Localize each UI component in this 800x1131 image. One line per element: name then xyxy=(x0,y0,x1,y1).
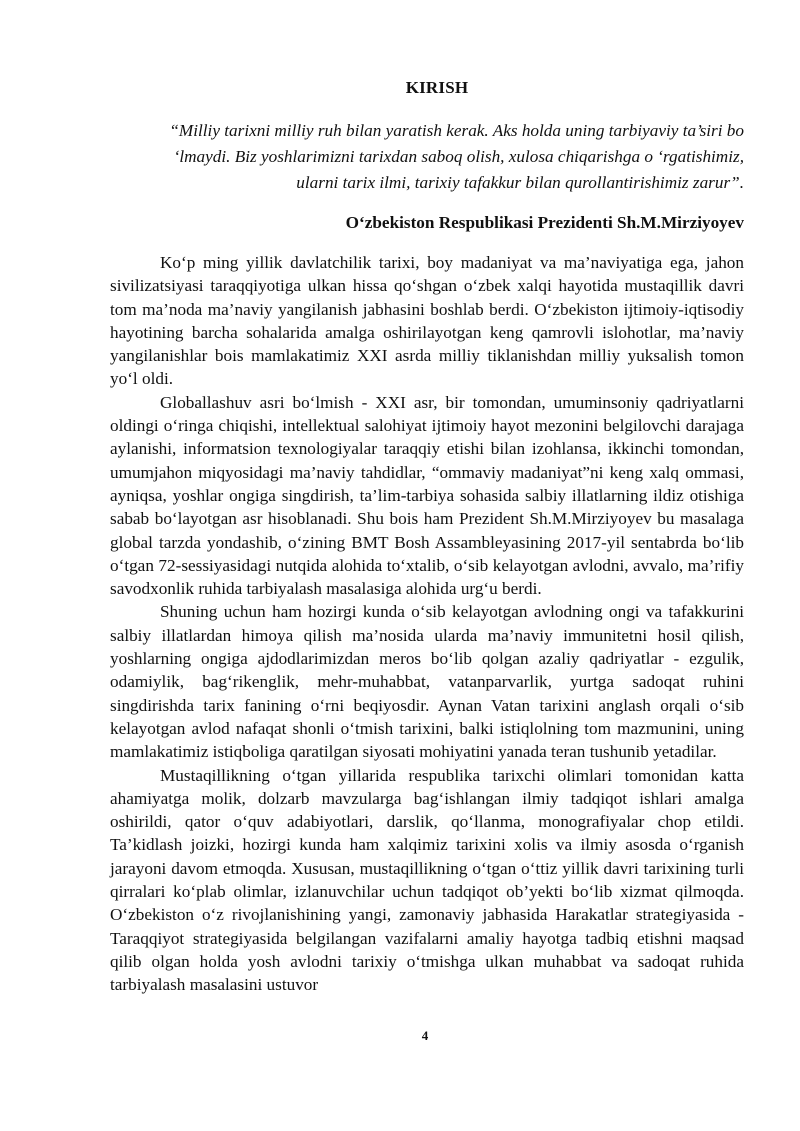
paragraph-4: Mustaqillikning o‘tgan yillarida respublika tarixchi olimlari tomonidan katta ahamiyatga molik, dolzarb mavzularga bag‘ishlangan ilmiy tadqiqot ishlari amalga oshirildi, qator o‘quv adabiyotlari, darslik, qo‘llanma, monografiyalar chop etildi. Ta’kidlash joizki, hozirgi kunda ham xalqimiz tarixini xolis va ilmiy asosda o‘rganish jarayoni davom etmoqda. Xususan, mustaqillikning o‘tgan o‘ttiz yillik davri tarixining turli qirralari ko‘plab olimlar, izlanuvchilar uchun tadqiqot ob’yekti bo‘lib xizmat qilmoqda. O‘zbekiston o‘z rivojlanishining yangi, zamonaviy jabhasida Harakatlar strategiyasida - Taraqqiyot strategiyasida belgilangan vazifalarni amaliy hayotga tadbiq etishni maqsad qilib olgan holda yosh avlodni tarixiy o‘tmishga ulkan muhabbat va sadoqat ruhida tarbiyalash masalasini ustuvor xyxy=(110,765,744,995)
section-heading: KIRISH xyxy=(405,78,469,97)
paragraph-1: Ko‘p ming yillik davlatchilik tarixi, boy madaniyat va ma’naviyatiga ega, jahon sivilizatsiyasi taraqqiyotiga ulkan hissa qo‘shgan o‘zbek xalqi hayotida mustaqillik davri tom ma’noda ma’naviy yangilanish jabhasini boshlab berdi. O‘zbekiston ijtimoiy-iqtisodiy hayotining barcha sohalarida amalga oshirilayotgan keng qamrovli islohotlar, ma’naviy yangilanishlar bois mamlakatimiz XXI asrda milliy tiklanishdan milliy yuksalish tomon yo‘l oldi. xyxy=(110,253,744,389)
paragraph-3: Shuning uchun ham hozirgi kunda o‘sib kelayotgan avlodning ongi va tafakkurini salbiy illatlardan himoya qilish ma’nosida ularda ma’naviy immunitetni hosil qilish, yoshlarning ongiga ajdodlarimizdan meros bo‘lib qolgan azaliy qadriyatlar - ezgulik, odamiylik, bag‘rikenglik, mehr-muhabbat, vatanparvarlik, yurtga sadoqat ruhini singdirishda tarix fanining o‘rni beqiyosdir. Aynan Vatan tarixini anglash orqali o‘sib kelayotgan avlod nafaqat shonli o‘tmish tarixini, balki istiqlolning tom mazmunini, uning mamlakatimiz istiqboliga qaratilgan siyosati mohiyatini yanada teran tushunib yetadilar. xyxy=(110,602,744,762)
page-number: 4 xyxy=(421,1028,429,1043)
epigraph-author: O‘zbekiston Respublikasi Prezidenti Sh.M.Mirziyoyev xyxy=(345,213,744,232)
document-page xyxy=(110,70,744,997)
epigraph-quote: “Milliy tarixni milliy ruh bilan yaratish kerak. Aks holda uning tarbiyaviy ta’siri bo ‘lmaydi. Biz yoshlarimizni tarixdan saboq olish, xulosa chiqarishga o ‘rgatishimiz, ularni tarix ilmi, tarixiy tafakkur bilan qurollantirishimiz zarur”. xyxy=(169,121,744,192)
body-text xyxy=(110,251,744,997)
paragraph-2: Globallashuv asri bo‘lmish - XXI asr, bir tomondan, umuminsoniy qadriyatlarni oldingi o‘ringa chiqishi, intellektual salohiyat ijtimoiy hayot mezonini belgilovchi darajaga aylanishi, informatsion texnologiyalar taraqqiy etishi bilan izohlansa, ikkinchi tomondan, umumjahon miqyosidagi ma’naviy tahdidlar, “ommaviy madaniyat”ni keng xalq ommasi, ayniqsa, yoshlar ongiga singdirish, ta’lim-tarbiya sohasida salbiy illatlarning ildiz otishiga sabab bo‘layotgan asr hisoblanadi. Shu bois ham Prezident Sh.M.Mirziyoyev bu masalaga global tarzda yondashib, o‘zining BMT Bosh Assambleyasining 2017-yil sentabrda bo‘lib o‘tgan 72-sessiyasidagi nutqida alohida to‘xtalib, o‘sib kelayotgan avlodni, avvalo, ma’rifiy savodxonlik ruhida tarbiyalash masalasiga alohida urg‘u berdi. xyxy=(110,392,744,599)
